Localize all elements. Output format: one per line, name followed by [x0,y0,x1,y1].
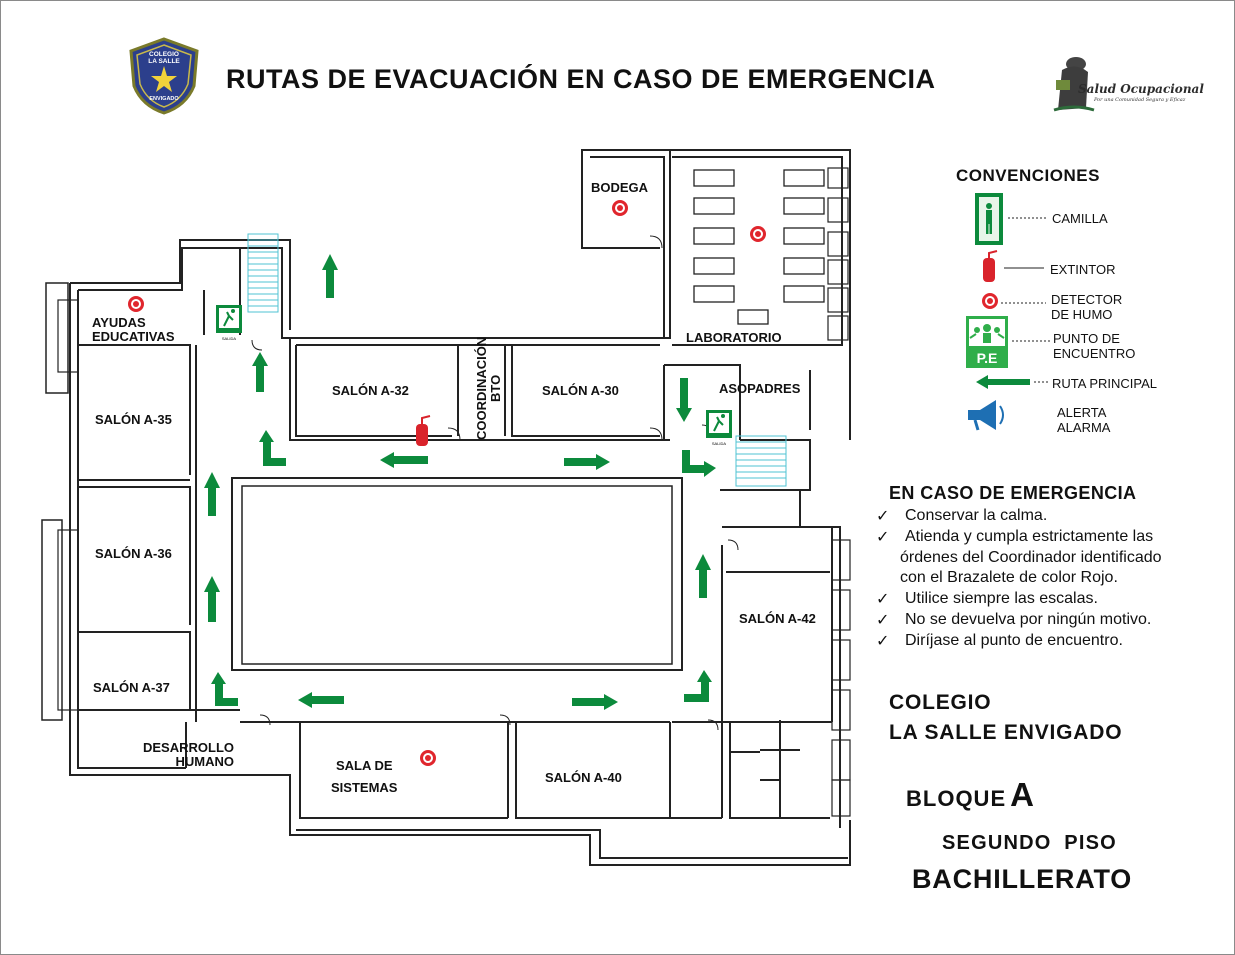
floor-label: SEGUNDO PISO [942,832,1117,854]
school-name [889,688,1122,748]
legend-label-detector: DETECTOR DE HUMO [1051,292,1123,322]
meeting-point-icon [966,316,1008,368]
school-name-line2: LA SALLE ENVIGADO [889,721,1123,744]
stretcher-icon [975,193,1003,245]
page-title: RUTAS DE EVACUACIÓN EN CASO DE EMERGENCIA [226,64,936,94]
emergency-item-continued: con el Brazalete de color Rojo. [900,569,1118,587]
emergency-item-continued: órdenes del Coordinador identificado [900,548,1162,566]
section-label: BACHILLERATO [912,864,1133,894]
room-salon-a32: SALÓN A-32 [332,383,409,398]
legend-label-camilla: CAMILLA [1052,211,1108,226]
room-desarrollo-humano: DESARROLLO HUMANO [143,740,234,769]
legend-label-ruta: RUTA PRINCIPAL [1052,376,1157,391]
logo-line-1: COLEGIO [149,51,179,58]
block-word: BLOQUE [906,786,1007,811]
emergency-item: ✓ Atienda y cumpla estrictamente las [876,527,1162,548]
room-laboratorio: LABORATORIO [686,330,782,345]
block-letter: A [1010,776,1035,813]
room-coordinacion-bto: COORDINACIÓN BTO [474,336,503,440]
emergency-list [876,506,1162,652]
room-salon-a35: SALÓN A-35 [95,412,172,427]
room-salon-a37: SALÓN A-37 [93,680,170,695]
room-sala-sistemas: SALA DE SISTEMAS [331,758,398,795]
health-logo-text: Salud Ocupacional [1078,82,1204,96]
emergency-item: ✓ Diríjase al punto de encuentro. [876,631,1162,652]
emergency-item: ✓ Conservar la calma. [876,506,1162,527]
legend-label-alarma: ALERTA ALARMA [1057,405,1111,435]
block-label [906,776,1035,814]
emergency-item: ✓ No se devuelva por ningún motivo. [876,610,1162,631]
legend-label-extintor: EXTINTOR [1050,262,1116,277]
room-salon-a42: SALÓN A-42 [739,611,816,626]
room-salon-a36: SALÓN A-36 [95,546,172,561]
health-logo-tagline: Por una Comunidad Segura y Eficaz [1094,97,1186,103]
room-salon-a30: SALÓN A-30 [542,383,619,398]
room-asopadres: ASOPADRES [719,381,801,396]
alarm-megaphone-icon [968,400,1003,430]
emergency-title: EN CASO DE EMERGENCIA [889,483,1137,503]
logo-line-3: ENVIGADO [149,96,179,102]
extinguisher-icon [983,251,997,282]
conventions-title: CONVENCIONES [956,166,1100,185]
legend-label-punto: PUNTO DE ENCUENTRO [1053,331,1136,361]
exit-sign-text: SALIDA [711,441,727,446]
room-bodega: BODEGA [591,180,649,195]
logo-line-2: LA SALLE [148,58,180,65]
room-ayudas-educativas: AYUDAS EDUCATIVAS [92,315,175,344]
main-route-arrow-icon [976,375,1030,389]
exit-sign-text: SALIDA [221,336,237,341]
smoke-detector-icon [982,293,998,309]
school-name-line1: COLEGIO [889,691,992,714]
meeting-point-badge: P.E [976,350,998,366]
emergency-item: ✓ Utilice siempre las escalas. [876,589,1162,610]
room-salon-a40: SALÓN A-40 [545,770,622,785]
